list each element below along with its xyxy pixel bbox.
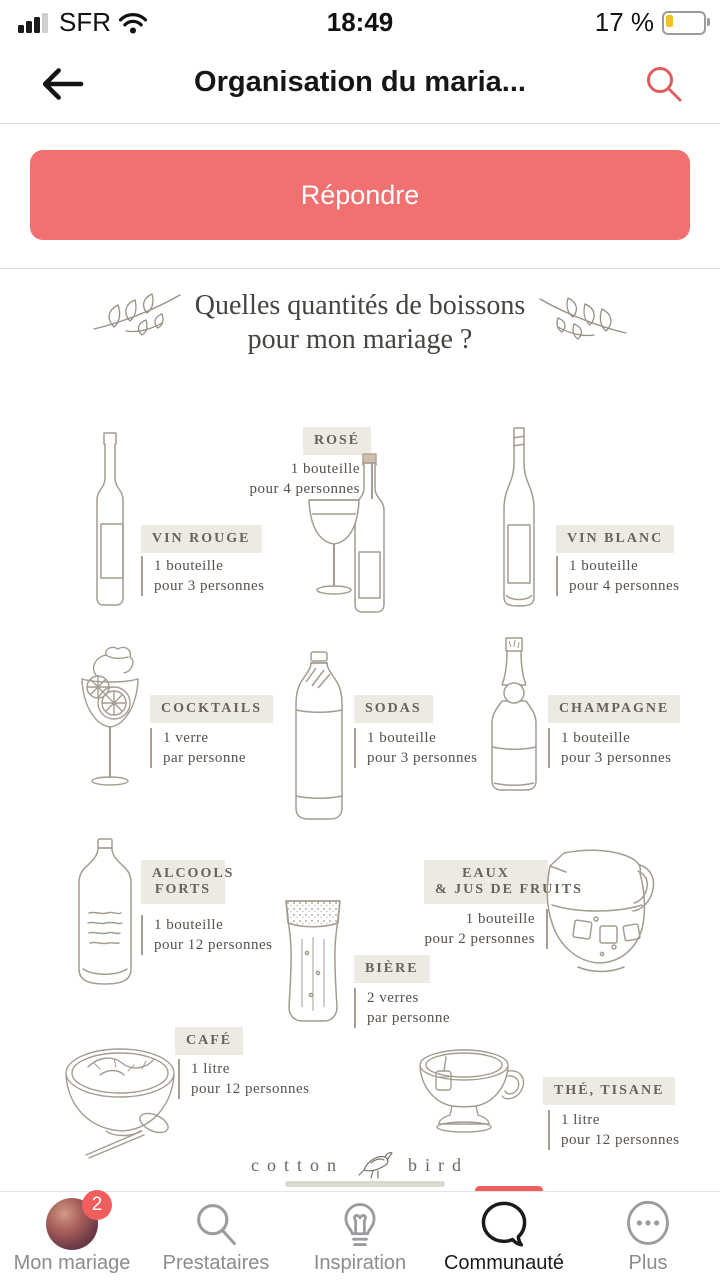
drink-quantity: 1 bouteille pour 3 personnes — [548, 728, 671, 768]
speech-bubble-icon — [478, 1198, 530, 1250]
bird-icon — [358, 1149, 394, 1181]
drink-label: VIN BLANC — [556, 525, 674, 553]
drink-quantity: 1 bouteille pour 4 personnes — [240, 459, 373, 499]
drink-quantity: 1 bouteille pour 4 personnes — [556, 556, 679, 596]
nav-item-mon-mariage[interactable] — [0, 1192, 144, 1280]
avatar — [46, 1194, 103, 1250]
brand-logo: cotton bird — [0, 1149, 720, 1181]
carrier-label: SFR — [59, 7, 111, 37]
rose-bottle-glass-icon — [303, 452, 403, 617]
drink-quantity: 1 litre pour 12 personnes — [548, 1110, 679, 1150]
tea-cup-icon — [408, 1043, 532, 1141]
pitcher-icon — [544, 839, 656, 977]
reply-button[interactable]: Répondre — [30, 150, 690, 240]
nav-item-prestataires[interactable] — [144, 1192, 288, 1280]
drink-quantity: 1 litre pour 12 personnes — [178, 1059, 309, 1099]
nav-label: Prestataires — [162, 1252, 270, 1274]
drinks-infographic — [0, 269, 720, 1192]
nav-label: Communauté — [443, 1252, 565, 1274]
drink-quantity: 1 verre par personne — [150, 728, 246, 768]
cocktail-glass-icon — [76, 641, 148, 793]
magnifier-icon — [190, 1198, 242, 1250]
battery-percent: 17 % — [594, 7, 654, 37]
soda-bottle-icon — [290, 650, 348, 822]
reply-section — [0, 124, 720, 269]
drink-label: CHAMPAGNE — [548, 695, 680, 723]
drink-label: EAUX & JUS DE FRUITS — [424, 860, 548, 904]
battery-icon — [662, 11, 706, 35]
drink-quantity: 1 bouteille pour 12 personnes — [141, 915, 272, 955]
status-bar — [0, 0, 720, 44]
drink-label: VIN ROUGE — [141, 525, 262, 553]
nav-item-inspiration[interactable] — [288, 1192, 432, 1280]
beer-glass-icon — [280, 895, 346, 1025]
drink-label: SODAS — [354, 695, 433, 723]
top-bar — [0, 44, 720, 124]
spirits-bottle-icon — [74, 837, 136, 987]
nav-item-plus[interactable] — [576, 1192, 720, 1280]
back-arrow-icon[interactable] — [38, 66, 86, 102]
more-dots-icon — [622, 1198, 674, 1250]
drink-label: ROSÉ — [303, 427, 371, 455]
bottom-navigation — [0, 1191, 720, 1280]
red-wine-bottle-icon — [82, 430, 138, 610]
brand-tagline-cutoff — [285, 1181, 445, 1187]
drink-quantity: 1 bouteille pour 2 personnes — [415, 909, 548, 949]
nav-label: Mon mariage — [13, 1252, 131, 1274]
page-title: Organisation du maria... — [194, 66, 526, 98]
drink-quantity: 1 bouteille pour 3 personnes — [141, 556, 264, 596]
lightbulb-icon — [334, 1198, 386, 1250]
nav-label: Inspiration — [313, 1252, 407, 1274]
search-icon[interactable] — [644, 64, 684, 104]
drink-quantity: 2 verres par personne — [354, 988, 450, 1028]
infographic-title: Quelles quantités de boissons pour mon mariage ? — [194, 290, 526, 355]
drink-label: BIÈRE — [354, 955, 430, 983]
notification-badge: 2 — [82, 1190, 112, 1220]
nav-label: Plus — [628, 1252, 668, 1274]
champagne-bottle-icon — [486, 635, 542, 793]
drink-label: THÉ, TISANE — [543, 1077, 675, 1105]
coffee-bowl-icon — [62, 1041, 186, 1161]
drink-label: CAFÉ — [175, 1027, 243, 1055]
drink-label: ALCOOLS FORTS — [141, 860, 225, 904]
drink-quantity: 1 bouteille pour 3 personnes — [354, 728, 477, 768]
nav-item-communaute[interactable] — [432, 1192, 576, 1280]
drink-label: COCKTAILS — [150, 695, 273, 723]
white-wine-bottle-icon — [490, 425, 548, 610]
clock: 18:49 — [326, 7, 394, 37]
